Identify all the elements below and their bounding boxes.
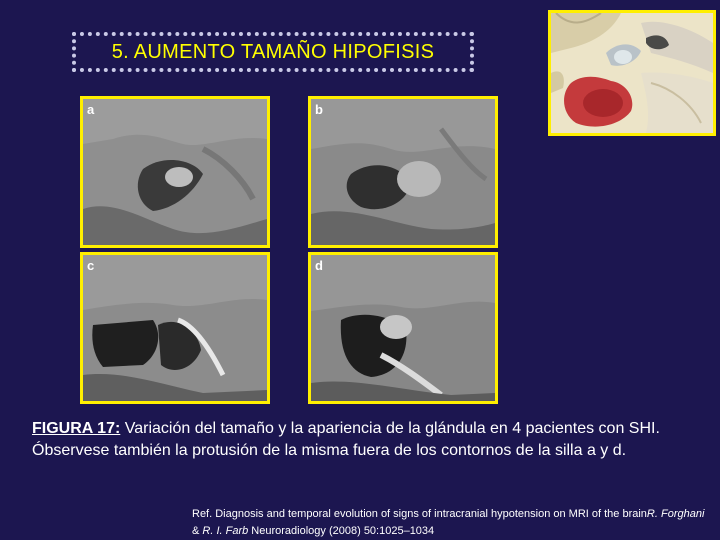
figure-caption-text: Variación del tamaño y la apariencia de la glándula en 4 pacientes con SHI. Óbservese también la protusión de la misma fuera de los contornos de la silla a y d. [32,420,660,459]
panel-letter-d: d [315,258,323,273]
mri-image-d [311,255,495,401]
mri-panel-d [308,252,498,404]
mri-image-c [83,255,267,401]
reference [192,506,712,540]
reference-authors-1: R. Forghani [646,508,705,520]
mri-panel-b [308,96,498,248]
mri-image-a [83,99,267,245]
mri-panel-a [80,96,270,248]
panel-letter-b: b [315,102,323,117]
figure-label: FIGURA 17: [32,420,121,437]
panel-letter-a: a [87,102,95,117]
slide-title [72,32,474,72]
mri-image-b [311,99,495,245]
reference-journal: Neuroradiology (2008) 50:1025–1034 [248,525,435,537]
mri-panel-c [80,252,270,404]
figure-caption [32,418,672,462]
anatomy-illustration [548,10,716,136]
reference-authors-2: R. I. Farb [202,525,249,537]
reference-amp: & [192,525,203,537]
slide-title-text: 5. AUMENTO TAMAÑO HIPOFISIS [111,40,435,63]
reference-prefix: Ref. Diagnosis and temporal evolution of signs of intracranial hypotension on MRI of the brain [192,508,647,520]
panel-letter-c: c [87,258,95,273]
